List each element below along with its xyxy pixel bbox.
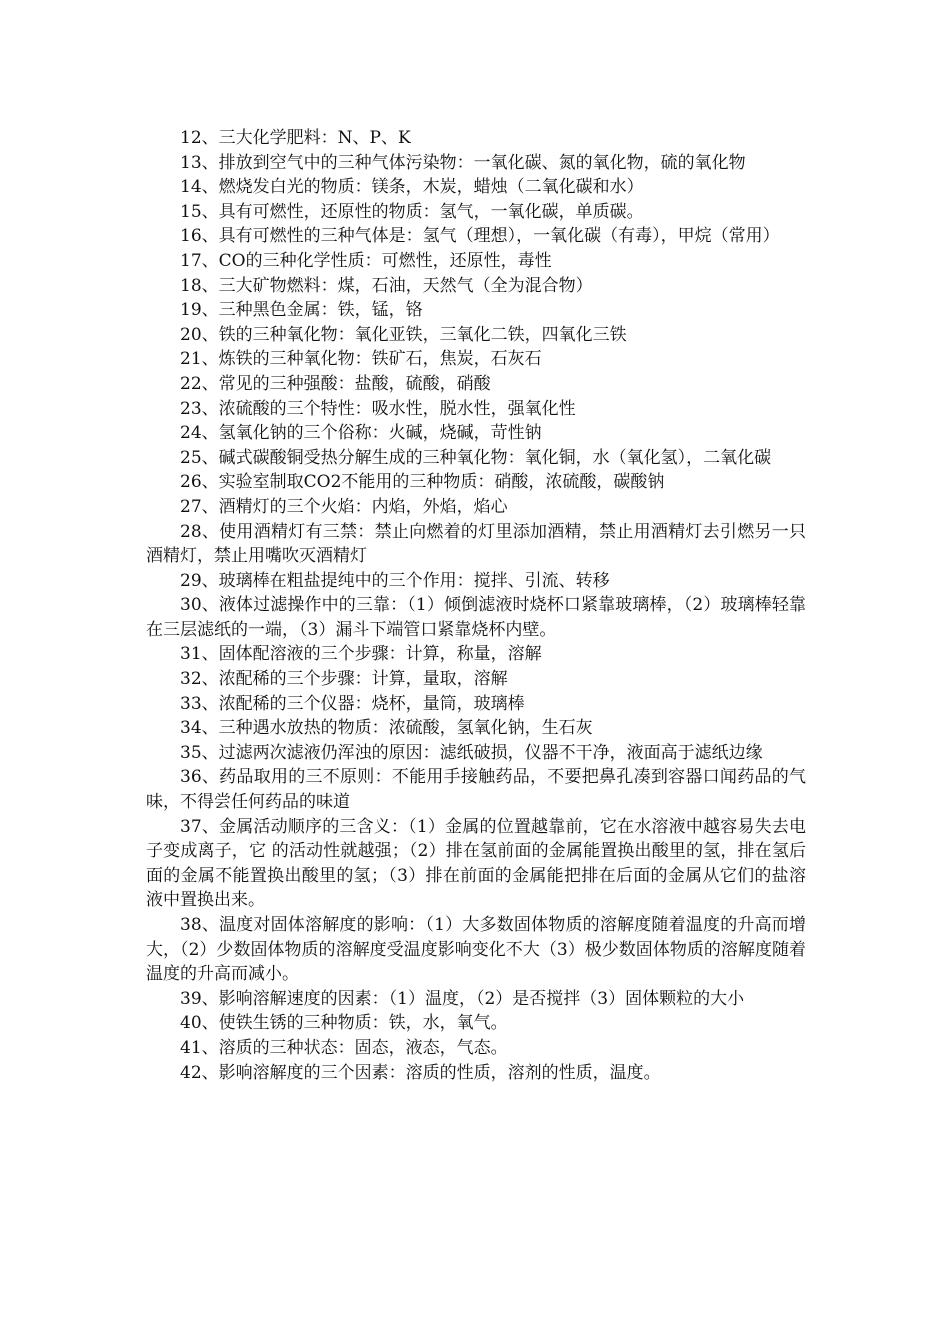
list-item: 35、过滤两次滤液仍浑浊的原因：滤纸破损，仪器不干净，液面高于滤纸边缘 [180,742,763,763]
list-item: 12、三大化学肥料：N、P、K [180,128,411,148]
list-item: 13、排放到空气中的三种气体污染物：一氧化碳、氮的氧化物，硫的氧化物 [180,152,746,173]
list-item: 23、浓硫酸的三个特性：吸水性，脱水性，强氧化性 [180,398,576,419]
list-item: 27、酒精灯的三个火焰：内焰，外焰，焰心 [180,496,508,517]
list-item: 33、浓配稀的三个仪器：烧杯，量筒，玻璃棒 [180,693,525,714]
list-item: 28、使用酒精灯有三禁：禁止向燃着的灯里添加酒精，禁止用酒精灯去引燃另一只酒精灯，禁止用嘴吹灭酒精灯 [146,521,806,567]
list-item: 34、三种遇水放热的物质：浓硫酸，氢氧化钠，生石灰 [180,718,593,739]
list-item: 38、温度对固体溶解度的影响：（1）大多数固体物质的溶解度随着温度的升高而增大，（2）少数固体物质的溶解度受温度影响变化不大（3）极少数固体物质的溶解度随着温度的升高而减小。 [146,915,806,985]
document-body [146,126,806,1085]
list-item: 42、影响溶解度的三个因素：溶质的性质，溶剂的性质，温度。 [180,1062,661,1083]
list-item: 16、具有可燃性的三种气体是：氢气（理想），一氧化碳（有毒），甲烷（常用） [180,226,780,247]
list-item: 29、玻璃棒在粗盐提纯中的三个作用：搅拌、引流、转移 [180,570,610,591]
list-item: 37、金属活动顺序的三含义：（1）金属的位置越靠前，它在水溶液中越容易失去电子变成离子，它 的活动性就越强；（2）排在氢前面的金属能置换出酸里的氢，排在氢后面的金属不能置换出酸里的氢；（3）排在前面的金属能把排在后面的金属从它们的盐溶液中置换出来。 [146,816,806,911]
list-item: 20、铁的三种氧化物：氧化亚铁，三氧化二铁，四氧化三铁 [180,324,627,345]
list-item: 30、液体过滤操作中的三靠：（1）倾倒滤液时烧杯口紧靠玻璃棒，（2）玻璃棒轻靠在三层滤纸的一端，（3）漏斗下端管口紧靠烧杯内壁。 [146,595,806,640]
list-item: 24、氢氧化钠的三个俗称：火碱，烧碱，苛性钠 [180,423,542,444]
list-item: 31、固体配溶液的三个步骤：计算，称量，溶解 [180,644,542,665]
list-item: 21、炼铁的三种氧化物：铁矿石，焦炭，石灰石 [180,349,542,370]
list-item: 14、燃烧发白光的物质：镁条，木炭，蜡烛（二氧化碳和水） [180,177,644,198]
list-item: 36、药品取用的三不原则：不能用手接触药品，不要把鼻孔凑到容器口闻药品的气味，不得尝任何药品的味道 [146,767,806,813]
list-item: 41、溶质的三种状态：固态，液态，气态。 [180,1037,508,1058]
list-item: 39、影响溶解速度的因素：（1）温度，（2）是否搅拌（3）固体颗粒的大小 [180,988,745,1009]
list-item: 32、浓配稀的三个步骤：计算，量取，溶解 [180,669,508,690]
list-item: 18、三大矿物燃料：煤，石油，天然气（全为混合物） [180,275,593,296]
list-item: 26、实验室制取CO2不能用的三种物质：硝酸，浓硫酸，碳酸钠 [180,472,665,493]
list-item: 15、具有可燃性，还原性的物质：氢气，一氧化碳，单质碳。 [180,201,644,222]
list-item: 19、三种黑色金属：铁，锰，铬 [180,300,423,321]
list-item: 25、碱式碳酸铜受热分解生成的三种氧化物：氧化铜，水（氧化氢），二氧化碳 [180,447,772,468]
list-item: 22、常见的三种强酸：盐酸，硫酸，硝酸 [180,373,491,394]
list-item: 17、CO的三种化学性质：可燃性，还原性，毒性 [180,250,552,271]
list-item: 40、使铁生锈的三种物质：铁，水，氧气。 [180,1013,508,1034]
